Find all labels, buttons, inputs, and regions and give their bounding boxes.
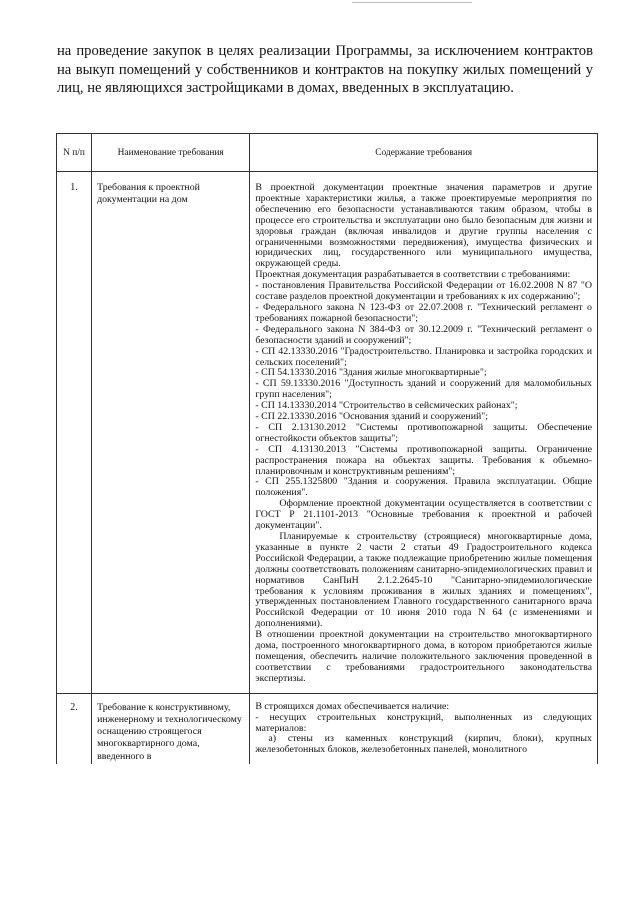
requirements-table bbox=[56, 133, 598, 764]
content-list-item: - СП 255.1325800 "Здания и сооружения. Правила эксплуатации. Общие положения". bbox=[255, 476, 592, 499]
content-list-item: - Федерального закона N 123-ФЗ от 22.07.2008 г. "Технический регламент о требованиях пожарной безопасности"; bbox=[255, 301, 592, 324]
row-number: 1. bbox=[57, 172, 92, 694]
content-list-item: а) стены из каменных конструкций (кирпич, блоки), крупных железобетонных блоков, железобетонных панелей, монолитного bbox=[255, 733, 592, 756]
content-paragraph: В строящихся домах обеспечивается наличие: bbox=[255, 700, 450, 712]
intro-paragraph: на проведение закупок в целях реализации Программы, за исключением контрактов на выкуп помещений у собственников и контрактов на покупку жилых помещений у лиц, не являющихся застройщиками в домах, введенных в эксплуатацию. bbox=[57, 43, 593, 97]
table-row bbox=[57, 693, 598, 764]
table-row bbox=[57, 172, 598, 694]
header-number: N п/п bbox=[57, 134, 92, 172]
content-list-item: - СП 14.13330.2014 "Строительство в сейсмических районах"; bbox=[255, 400, 518, 412]
content-list-item: - СП 2.13130.2012 "Системы противопожарной защиты. Обеспечение огнестойкости объектов защиты"; bbox=[255, 421, 592, 444]
row-number: 2. bbox=[57, 693, 92, 764]
requirement-name: Требование к конструктивному, инженерному и технологическому оснащению строящегося многоквартирного дома, введенного в bbox=[92, 693, 250, 764]
content-paragraph: В проектной документации проектные значения параметров и другие проектные характеристики жилья, а также проектируемые мероприятия по обеспечению его безопасности устанавливаются таким образом, чтобы в процессе его строительства и эксплуатации оно было безопасным для жизни и здоровья граждан (включая инвалидов и другие группы населения с ограниченными возможностями передвижения), имущества физических и юридических лиц, государственного или муниципального имущества, окружающей среды. bbox=[255, 182, 592, 270]
content-list-item: - СП 59.13330.2016 "Доступность зданий и сооружений для маломобильных групп населения"; bbox=[255, 378, 592, 401]
content-paragraph: Планируемые к строительству (строящиеся) многоквартирные дома, указанные в пункте 2 части 2 статьи 49 Градостроительного кодекса Российской Федерации, а также подлежащие приобретению жилые помещения должны соответствовать положениям санитарно-эпидемиологических правил и нормативов СанПиН 2.1.2.2645-10 "Санитарно-эпидемиологические требования к условиям проживания в жилых зданиях и помещениях", утвержденных постановлением Главного государственного санитарного врача Российской Федерации от 10 июня 2010 года N 64 (с изменениями и дополнениями). bbox=[255, 531, 592, 630]
requirement-name: Требования к проектной документации на дом bbox=[92, 172, 250, 694]
scan-mark-line bbox=[352, 2, 472, 3]
header-requirement-content: Содержание требования bbox=[250, 134, 598, 172]
content-list-item: - СП 4.13130.2013 "Системы противопожарной защиты. Ограничение распространения пожара на объектах защиты. Требования к объемно-планировочным и конструктивным решениям"; bbox=[255, 443, 592, 477]
requirement-content bbox=[250, 693, 598, 764]
content-list-item: - СП 22.13330.2016 "Основания зданий и сооружений"; bbox=[255, 411, 489, 423]
content-paragraph: В отношении проектной документации на строительство многоквартирного дома, построенного многоквартирного дома, в котором приобретаются жилые помещения, обеспечить наличие положительного заключения проведенной в соответствии с требованиями градостроительного законодательства экспертизы. bbox=[255, 629, 592, 684]
content-list-item: - Федерального закона N 384-ФЗ от 30.12.2009 г. "Технический регламент о безопасности зданий и сооружений"; bbox=[255, 323, 592, 346]
header-requirement-name: Наименование требования bbox=[92, 134, 250, 172]
table-header-row bbox=[57, 134, 598, 172]
content-paragraph: Проектная документация разрабатывается в соответствии с требованиями: bbox=[255, 269, 571, 281]
content-paragraph: Оформление проектной документации осуществляется в соответствии с ГОСТ Р 21.1101-2013 "Основные требования к проектной и рабочей документации". bbox=[255, 498, 592, 532]
content-list-item: - СП 54.13330.2016 "Здания жилые многоквартирные"; bbox=[255, 367, 487, 379]
content-list-item: - несущих строительных конструкций, выполненных из следующих материалов: bbox=[255, 711, 592, 734]
content-list-item: - постановления Правительства Российской Федерации от 16.02.2008 N 87 "О составе разделов проектной документации и требованиях к их содержанию"; bbox=[255, 280, 592, 303]
content-list-item: - СП 42.13330.2016 "Градостроительство. Планировка и застройка городских и сельских поселений"; bbox=[255, 345, 592, 368]
requirement-content bbox=[250, 172, 598, 694]
